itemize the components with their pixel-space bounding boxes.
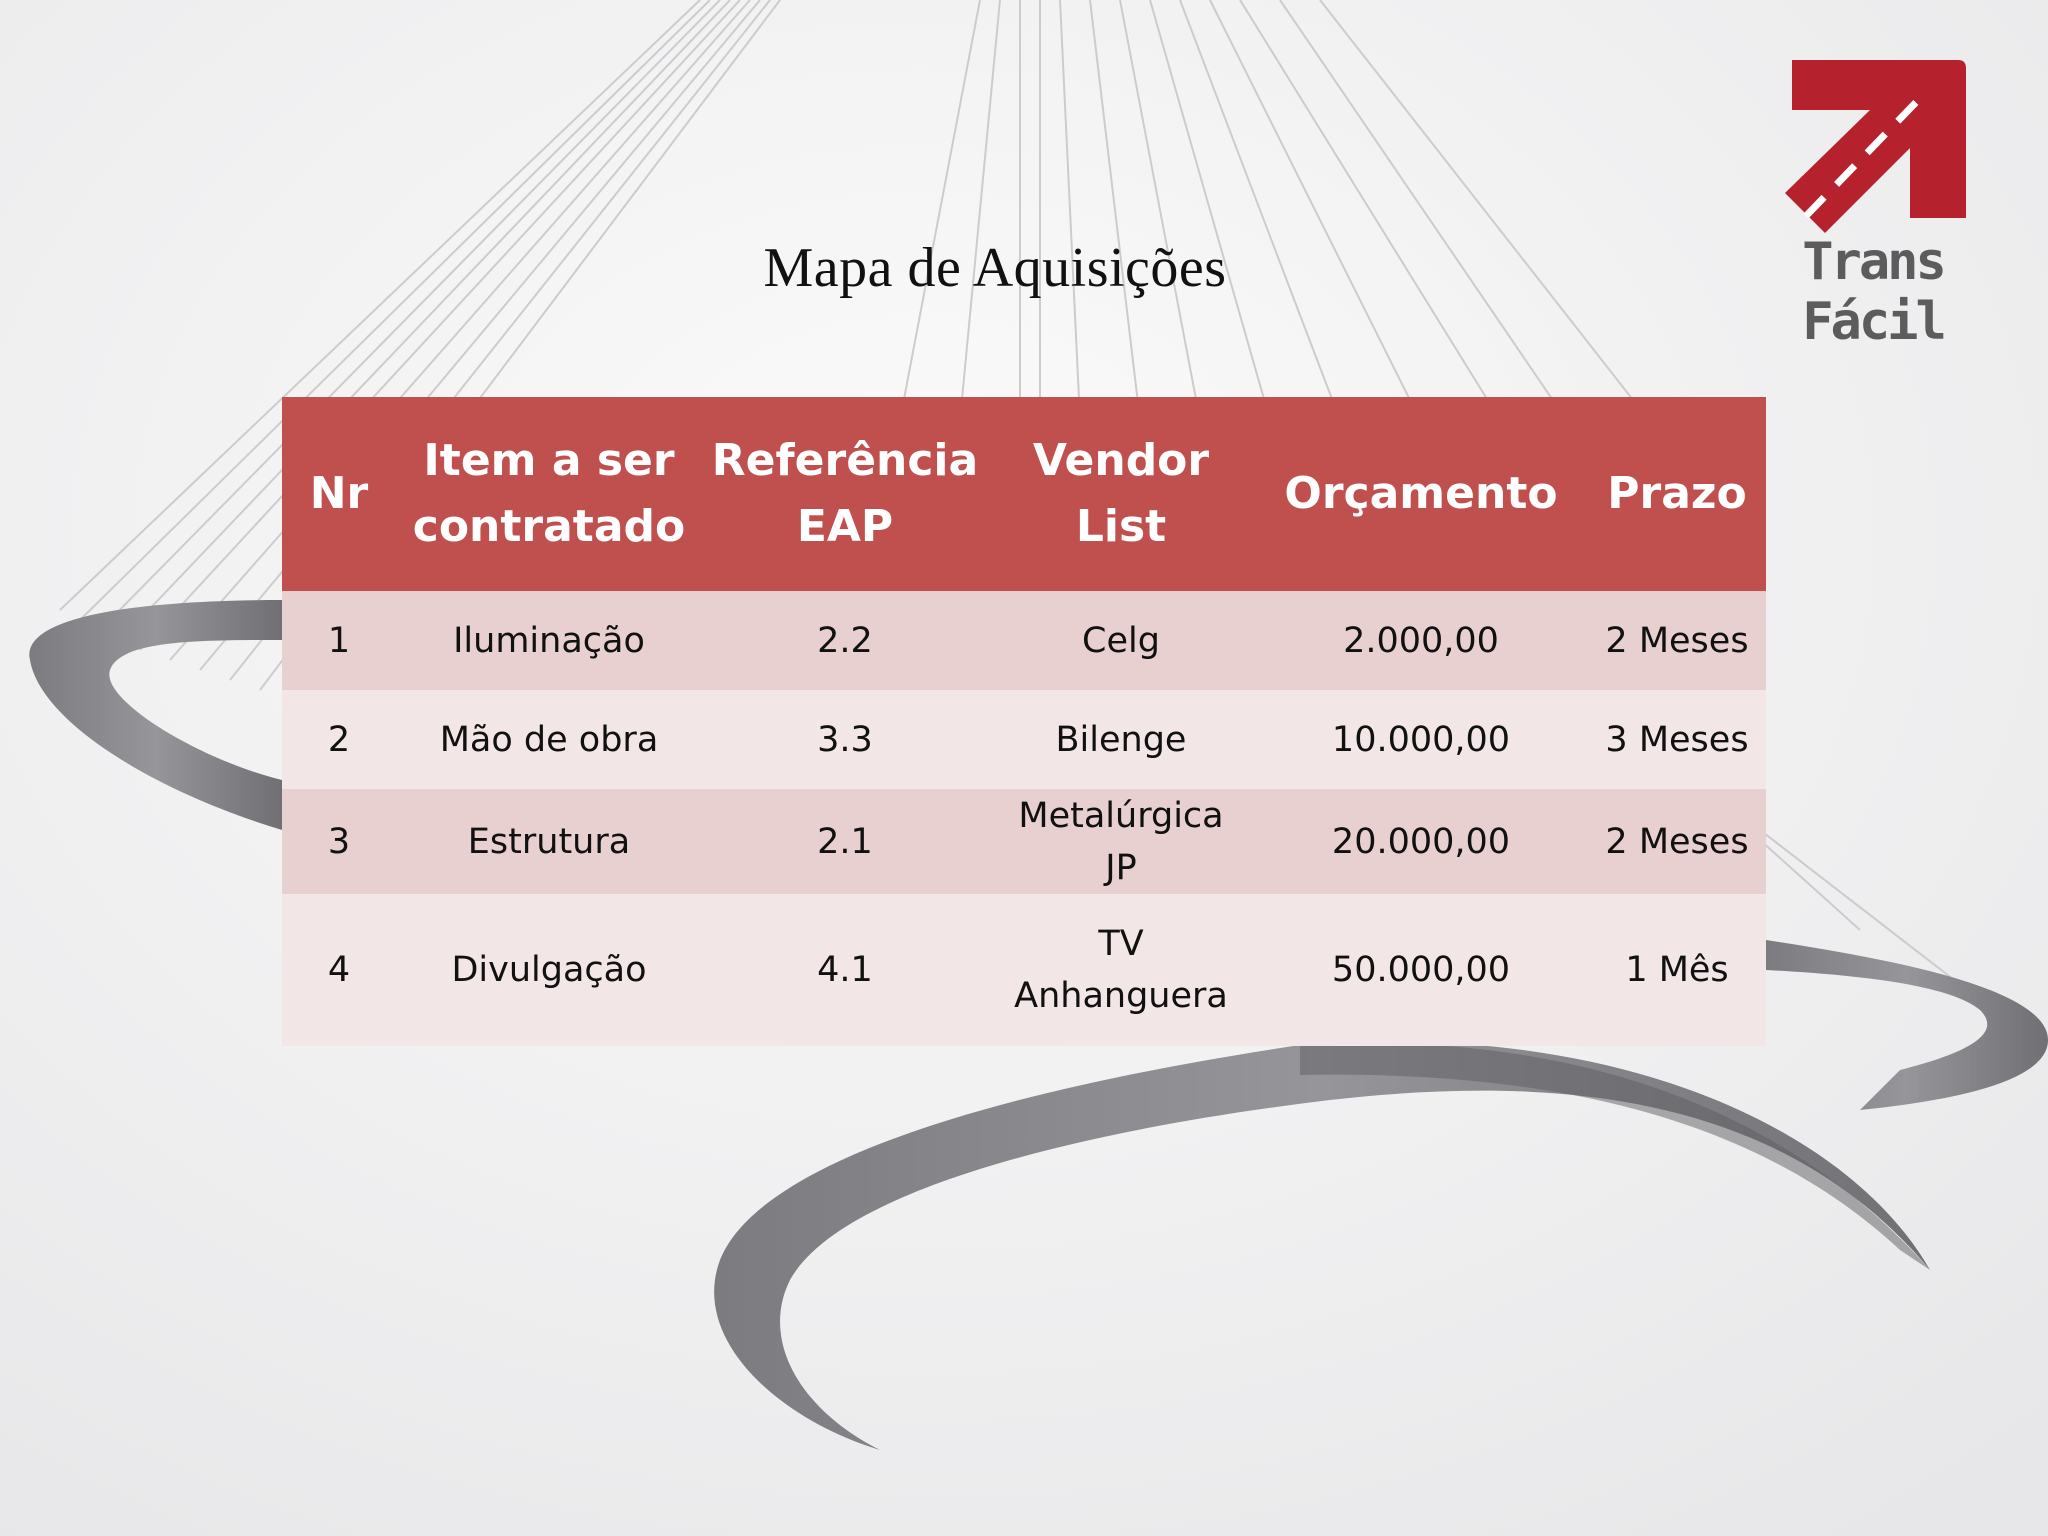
header-item: Item a ser contratado: [396, 397, 702, 591]
slide-title: Mapa de Aquisições: [763, 237, 1227, 299]
cell-item: Estrutura: [396, 789, 702, 894]
cell-vendor: Celg: [988, 591, 1254, 690]
header-nr: Nr: [282, 397, 396, 591]
table-row: [282, 789, 1766, 894]
header-deadline: Prazo: [1588, 397, 1766, 591]
table-header-row: [282, 397, 1766, 591]
cell-deadline: 2 Meses: [1588, 789, 1766, 894]
cell-item: Mão de obra: [396, 690, 702, 789]
cell-deadline: 1 Mês: [1588, 894, 1766, 1046]
cell-budget: 50.000,00: [1254, 894, 1588, 1046]
cell-deadline: 3 Meses: [1588, 690, 1766, 789]
cell-nr: 1: [282, 591, 396, 690]
cell-vendor: TV Anhanguera: [988, 894, 1254, 1046]
cell-budget: 10.000,00: [1254, 690, 1588, 789]
cell-nr: 3: [282, 789, 396, 894]
cell-reference: 2.2: [702, 591, 988, 690]
cell-nr: 2: [282, 690, 396, 789]
cell-deadline: 2 Meses: [1588, 591, 1766, 690]
acquisitions-table: [282, 397, 1766, 1046]
table-row: [282, 591, 1766, 690]
header-vendor: Vendor List: [988, 397, 1254, 591]
header-budget: Orçamento: [1254, 397, 1588, 591]
cell-reference: 2.1: [702, 789, 988, 894]
cell-item: Divulgação: [396, 894, 702, 1046]
cell-budget: 2.000,00: [1254, 591, 1588, 690]
cell-vendor: Bilenge: [988, 690, 1254, 789]
cell-nr: 4: [282, 894, 396, 1046]
cell-reference: 3.3: [702, 690, 988, 789]
cell-item: Iluminação: [396, 591, 702, 690]
cell-budget: 20.000,00: [1254, 789, 1588, 894]
logo-text: Trans Fácil: [1802, 232, 1944, 352]
table-row: [282, 690, 1766, 789]
cell-reference: 4.1: [702, 894, 988, 1046]
header-reference: Referência EAP: [702, 397, 988, 591]
table-row: [282, 894, 1766, 1046]
cell-vendor: Metalúrgica JP: [988, 789, 1254, 894]
